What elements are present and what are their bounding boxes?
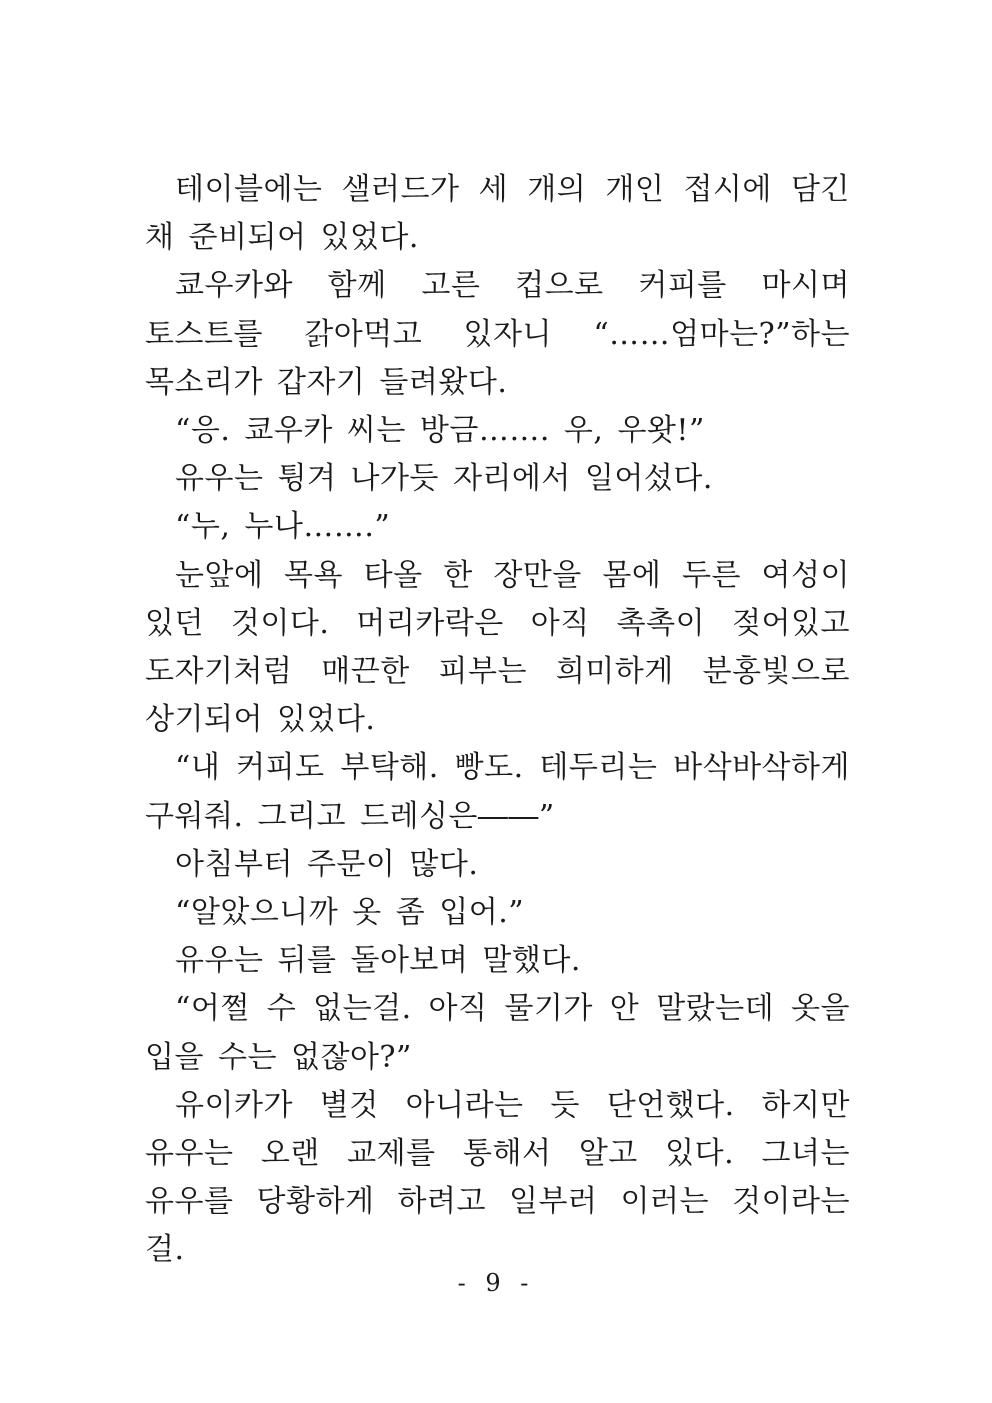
page-number: - 9 - [457, 1269, 535, 1297]
dialogue-paragraph: “알았으니까 옷 좀 입어.” [175, 895, 525, 931]
paragraph: 쿄우카와 함께 고른 컵으로 커피를 마시며 토스트를 갉아먹고 있자니 “……엄마는?”하는 목소리가 갑자기 들려왔다. [145, 268, 850, 400]
paragraph: 유우는 튕겨 나가듯 자리에서 일어섰다. [175, 461, 713, 497]
dialogue-paragraph: “응. 쿄우카 씨는 방금……. 우, 우왓!” [175, 413, 705, 449]
paragraph: 아침부터 주문이 많다. [175, 846, 479, 882]
dialogue-paragraph: “누, 누나…….” [175, 509, 391, 545]
paragraph: 유이카가 별것 아니라는 듯 단언했다. 하지만 유우는 오랜 교제를 통해서 알고 있다. 그녀는 유우를 당황하게 하려고 일부러 이러는 것이라는 걸. [145, 1087, 850, 1268]
dialogue-paragraph: “어쩔 수 없는걸. 아직 물기가 안 말랐는데 옷을 입을 수는 없잖아?” [145, 991, 850, 1075]
paragraph: 유우는 뒤를 돌아보며 말했다. [175, 943, 581, 979]
dialogue-paragraph: “내 커피도 부탁해. 빵도. 테두리는 바삭바삭하게 구워줘. 그리고 드레싱은――” [145, 750, 850, 834]
paragraph: 테이블에는 샐러드가 세 개의 개인 접시에 담긴 채 준비되어 있었다. [145, 172, 850, 256]
body-text [145, 166, 850, 1275]
paragraph: 눈앞에 목욕 타올 한 장만을 몸에 두른 여성이 있던 것이다. 머리카락은 아직 촉촉이 젖어있고 도자기처럼 매끈한 피부는 희미하게 분홍빛으로 상기되어 있었다. [145, 557, 850, 738]
